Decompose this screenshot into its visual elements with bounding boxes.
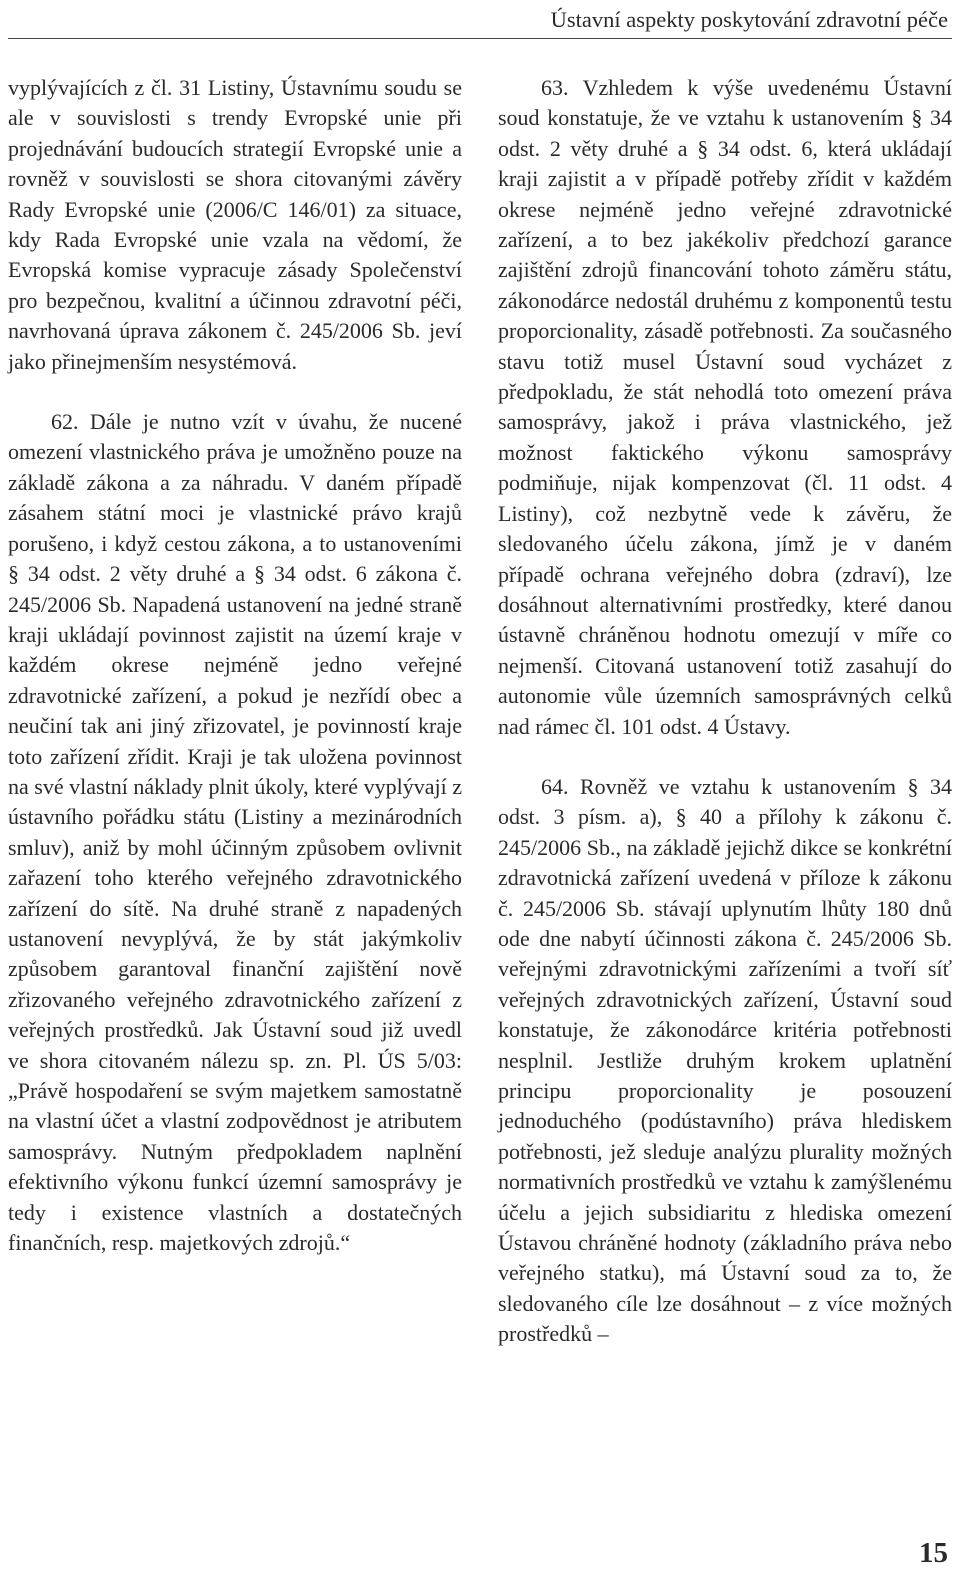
paragraph-63: 63. Vzhledem k výše uvedenému Ústavní soud konstatuje, že ve vztahu k ustanovením § 34 odst. 2 věty druhé a § 34 odst. 6, která ukládají kraji zajistit a v případě potřeby zřídit v každém okrese nejméně jedno veřejné zdravotnické zařízení, a to bez jakékoliv předchozí garance zajištění zdrojů financování tohoto záměru státu, zákonodárce nedostál druhému z komponentů testu proporcionality, zásadě potřebnosti. Za současného stavu totiž musel Ústavní soud vycházet z předpokladu, že stát nehodlá toto omezení práva samosprávy, jakož i práva vlastnického, jež možnost faktického výkonu samosprávy podmiňuje, nijak kompenzovat (čl. 11 odst. 4 Listiny), což nezbytně vede k závěru, že sledovaného účelu zákona, jímž je v daném případě ochrana veřejného dobra (zdraví), lze dosáhnout alternativními prostředky, které danou ústavně chráněnou hodnotu omezují v míře co nejmenší. Citovaná ustanovení totiž zasahují do autonomie vůle územních samosprávných celků nad rámec čl. 101 odst. 4 Ústavy. (498, 75, 952, 739)
left-column (8, 73, 462, 1258)
page-number: 15 (919, 1537, 948, 1569)
running-header: Ústavní aspekty poskytování zdravotní péče (550, 7, 948, 32)
paragraph-62: 62. Dále je nutno vzít v úvahu, že nucené omezení vlastnického práva je umožněno pouze na základě zákona a za náhradu. V daném případě zásahem státní moci je vlastnické právo krajů porušeno, i když cestou zákona, a to ustanoveními § 34 odst. 2 věty druhé a § 34 odst. 6 zákona č. 245/2006 Sb. Napadená ustanovení na jedné straně kraji ukládají povinnost zajistit na území kraje v každém okrese nejméně jedno veřejné zdravotnické zařízení, a pokud je nezřídí obec a neučiní tak ani jiný zřizovatel, je povinností kraje toto zařízení zřídit. Kraji je tak uložena povinnost na své vlastní náklady plnit úkoly, které vyplývají z ústavního pořádku státu (Listiny a mezinárodních smluv), aniž by mohl účinným způsobem ovlivnit zařazení toho kterého veřejného zdravotnického zařízení do sítě. Na druhé straně z napadených ustanovení nevyplývá, že by stát jakýmkoliv způsobem garantoval finanční zajištění nově zřizovaného veřejného zdravotnického zařízení z veřejných prostředků. Jak Ústavní soud již uvedl ve shora citovaném nálezu sp. zn. Pl. ÚS 5/03: „Právě hospodaření se svým majetkem samostatně na vlastní účet a vlastní zodpovědnost je atributem samosprávy. Nutným předpokladem naplnění efektivního výkonu funkcí územní samosprávy je tedy i existence vlastních a dostatečných finančních, resp. majetkových zdrojů.“ (8, 409, 462, 1256)
paragraph-continuation: vyplývajících z čl. 31 Listiny, Ústavnímu soudu se ale v souvislosti s trendy Evropské unie při projednávání budoucích strategií Evropské unie a rovněž v souvislosti se shora citovanými závěry Rady Evropské unie (2006/C 146/01) za situace, kdy Rada Evropské unie vzala na vědomí, že Evropská komise vypracuje zásady Společenství pro bezpečnou, kvalitní a účinnou zdravotní péči, navrhovaná úprava zákonem č. 245/2006 Sb. jeví jako přinejmenším nesystémová. (8, 75, 462, 374)
header-rule (8, 38, 952, 39)
paragraph-gap (8, 377, 462, 407)
paragraph-gap (498, 742, 952, 772)
paragraph-64: 64. Rovněž ve vztahu k ustanovením § 34 odst. 3 písm. a), § 40 a přílohy k zákonu č. 245/2006 Sb., na základě jejichž dikce se konkrétní zdravotnická zařízení uvedená v příloze k zákonu č. 245/2006 Sb. stávají uplynutím lhůty 180 dnů ode dne nabytí účinnosti zákona č. 245/2006 Sb. veřejnými zdravotnickými zařízeními a tvoří síť veřejných zdravotnických zařízení, Ústavní soud konstatuje, že zákonodárce kritéria potřebnosti nesplnil. Jestliže druhým krokem uplatnění principu proporcionality je posouzení jednoduchého (podústavního) práva hlediskem potřebnosti, jež sleduje analýzu plurality možných normativních prostředků ve vztahu k zamýšlenému účelu a jejich subsidiaritu z hlediska omezení Ústavou chráněné hodnoty (základního práva nebo veřejného statku), má Ústavní soud za to, že sledovaného cíle lze dosáhnout – z více možných prostředků – (498, 773, 952, 1347)
right-column (498, 73, 952, 1350)
